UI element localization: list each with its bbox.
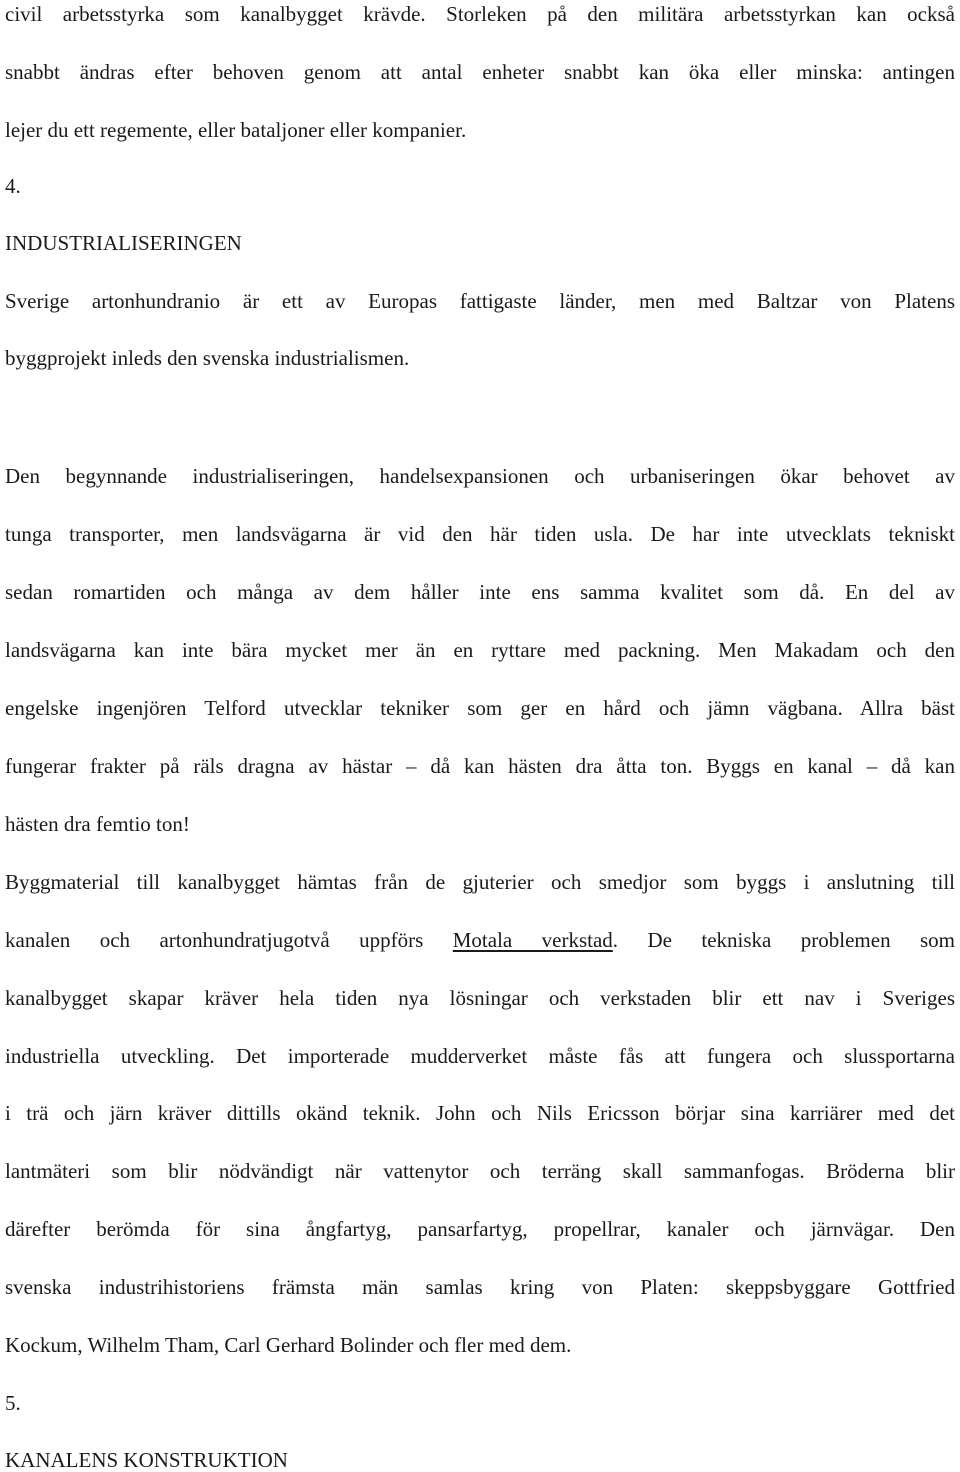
section-5-title: KANALENS KONSTRUKTION [5, 1448, 288, 1472]
s4-p1-line-2: byggprojekt inleds den svenska industrialismen. [5, 346, 410, 370]
s4-p2-line-5: engelske ingenjören Telford utvecklar tekniker som ger en hård och jämn vägbana. Allra bäst [5, 696, 955, 720]
s4-p3-line-2-before: kanalen och artonhundratjugotvå uppförs [5, 928, 453, 952]
section-4-number: 4. [5, 174, 21, 198]
s4-p2-line-6: fungerar frakter på räls dragna av hästar – då kan hästen dra åtta ton. Byggs en kanal – då kan [5, 754, 955, 778]
intro-line-2: snabbt ändras efter behoven genom att antal enheter snabbt kan öka eller minska: antingen [5, 60, 955, 84]
intro-line-1: civil arbetsstyrka som kanalbygget krävde. Storleken på den militära arbetsstyrkan kan också [5, 2, 955, 26]
s4-p3-line-7: därefter berömda för sina ångfartyg, pansarfartyg, propellrar, kanaler och järnvägar. Den [5, 1217, 955, 1241]
section-5-number: 5. [5, 1391, 21, 1415]
s4-p2-line-4: landsvägarna kan inte bära mycket mer än en ryttare med packning. Men Makadam och den [5, 638, 955, 662]
s4-p1-line-1: Sverige artonhundranio är ett av Europas fattigaste länder, men med Baltzar von Platens [5, 289, 955, 313]
s4-p2-line-1: Den begynnande industrialiseringen, handelsexpansionen och urbaniseringen ökar behovet av [5, 464, 955, 488]
s4-p3-line-2 [5, 928, 955, 952]
intro-line-3: lejer du ett regemente, eller bataljoner eller kompanier. [5, 118, 467, 142]
s4-p2-line-7: hästen dra femtio ton! [5, 812, 190, 836]
s4-p3-line-3: kanalbygget skapar kräver hela tiden nya lösningar och verkstaden blir ett nav i Sveriges [5, 986, 955, 1010]
s4-p3-line-6: lantmäteri som blir nödvändigt när vattenytor och terräng skall sammanfogas. Bröderna blir [5, 1159, 955, 1183]
motala-verkstad-link[interactable]: Motala verkstad [452, 928, 613, 952]
section-4-title: INDUSTRIALISERINGEN [5, 231, 242, 255]
s4-p3-line-8: svenska industrihistoriens främsta män samlas kring von Platen: skeppsbyggare Gottfried [5, 1275, 955, 1299]
s4-p2-line-2: tunga transporter, men landsvägarna är vid den här tiden usla. De har inte utvecklats tekniskt [5, 522, 955, 546]
s4-p3-line-4: industriella utveckling. Det importerade mudderverket måste fås att fungera och slussportarna [5, 1044, 955, 1068]
s4-p3-line-5: i trä och järn kräver dittills okänd teknik. John och Nils Ericsson börjar sina karriärer med det [5, 1101, 955, 1125]
s4-p2-line-3: sedan romartiden och många av dem håller inte ens samma kvalitet som då. En del av [5, 580, 955, 604]
s4-p3-line-9: Kockum, Wilhelm Tham, Carl Gerhard Bolinder och fler med dem. [5, 1333, 572, 1357]
s4-p3-line-2-after: . De tekniska problemen som [612, 928, 955, 952]
s4-p3-line-1: Byggmaterial till kanalbygget hämtas från de gjuterier och smedjor som byggs i anslutning till [5, 870, 955, 894]
